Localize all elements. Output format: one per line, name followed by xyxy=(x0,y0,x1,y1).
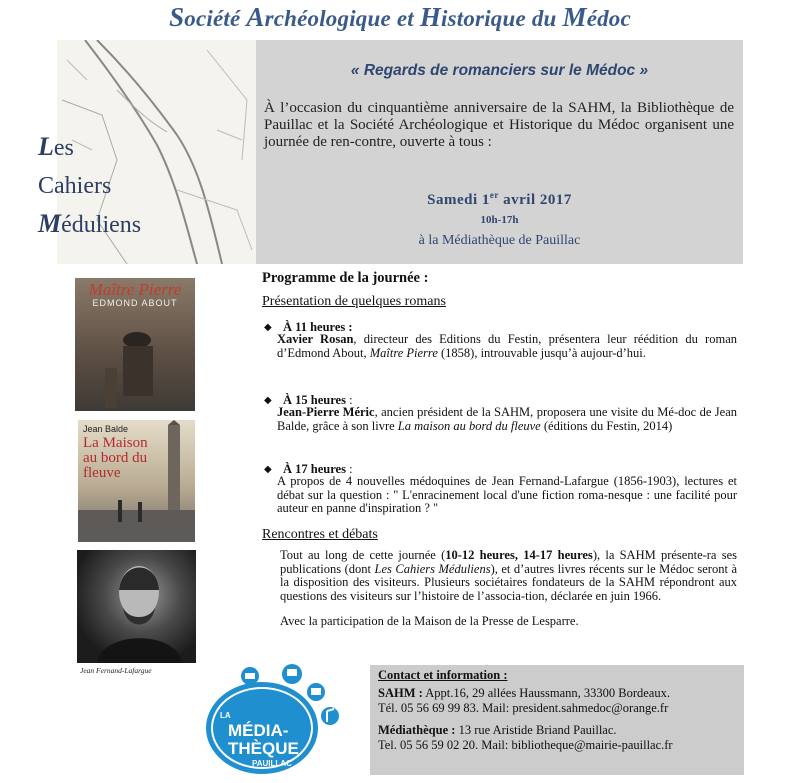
bullet-icon: ◆ xyxy=(264,322,272,333)
mediatheque-phone-mail: Tel. 05 56 59 02 20. Mail: bibliotheque@mairie-pauillac.fr xyxy=(378,738,673,752)
mediatheque-address xyxy=(378,723,617,738)
title-text: édoc xyxy=(586,6,631,31)
book-title: La maison au bord du fleuve xyxy=(397,418,541,433)
logo-line: PAUILLAC xyxy=(252,759,292,768)
contact-label: SAHM : xyxy=(378,686,423,700)
item-description xyxy=(277,406,737,433)
cahiers-cap: M xyxy=(38,209,62,238)
cover-title: La Maison au bord du fleuve xyxy=(83,435,148,481)
logo-line: MÉDIA- xyxy=(228,721,289,740)
speaker-name: Xavier Rosan xyxy=(277,332,354,346)
cover-painting xyxy=(78,420,195,542)
cover-author: EDMOND ABOUT xyxy=(92,298,178,308)
cover-author: Jean Balde xyxy=(83,424,129,434)
cahiers-text: éduliens xyxy=(61,212,142,238)
item-text: (1858), introuvable jusqu’à aujour-d’hui. xyxy=(437,345,646,360)
cahiers-cap: L xyxy=(38,132,54,161)
item-description: A propos de 4 nouvelles médoquines de Jean Fernand-Lafargue (1856-1903), lectures et débat sur la question : " L'enracinement local d'une fiction roma-nesque : une facilité pour auteur en panne d'inspiration ? " xyxy=(277,474,737,515)
programme-title: Programme de la journée : xyxy=(262,270,429,286)
title-text: istorique du xyxy=(441,6,563,31)
title-cap: A xyxy=(246,2,265,32)
title-cap: M xyxy=(562,2,587,32)
item-text: (éditions du Festin, 2014) xyxy=(540,418,673,433)
contact-box xyxy=(370,665,744,775)
logo-graphic xyxy=(190,656,350,778)
page-title xyxy=(0,2,800,33)
cover-title: Maître Pierre xyxy=(88,280,182,299)
logo-line: LA xyxy=(220,711,231,720)
book-title: Maître Pierre xyxy=(369,345,438,360)
cahiers-text: es xyxy=(53,135,74,161)
title-text: rchéologique et xyxy=(264,6,420,31)
portrait-caption: Jean Fernand-Lafargue xyxy=(80,666,152,675)
date-suffix: avril 2017 xyxy=(498,192,572,208)
cover-figure xyxy=(75,278,195,411)
announcement-box xyxy=(256,40,743,264)
rencontres-text xyxy=(280,549,737,603)
contact-address: 13 rue Aristide Briand Pauillac. xyxy=(455,723,617,737)
cahiers-line xyxy=(38,167,141,205)
date-sup: er xyxy=(489,190,499,200)
contact-heading: Contact et information : xyxy=(378,668,508,682)
portrait-drawing xyxy=(77,550,196,663)
cahiers-line xyxy=(38,128,141,167)
section-rencontres-heading: Rencontres et débats xyxy=(262,527,378,542)
event-place: à la Médiathèque de Pauillac xyxy=(418,233,581,248)
item-text: , ancien président de la SAHM, proposera une visite du Mé-doc de Jean Balde, grâce à son livre xyxy=(277,405,737,433)
participation-text: Avec la participation de la Maison de la Presse de Lesparre. xyxy=(280,614,579,628)
item-time-label: À 15 heures xyxy=(283,393,346,407)
item-text: , directeur des Editions du Festin, présentera leur réédition du roman d’Edmond About, xyxy=(277,332,737,360)
bullet-icon: ◆ xyxy=(264,395,272,406)
date-prefix: Samedi 1 xyxy=(427,192,490,208)
contact-label: Médiathèque : xyxy=(378,723,456,737)
event-headline: « Regards de romanciers sur le Médoc » xyxy=(350,62,649,79)
event-date xyxy=(256,190,743,209)
item-time-suffix: : xyxy=(345,393,353,407)
event-intro: À l’occasion du cinquantième anniversaire de la SAHM, la Bibliothèque de Pauillac et la Société Archéologique et Historique du Médoc organisent une journée de ren-contre, ouverte à tous : xyxy=(264,100,734,150)
sahm-address xyxy=(378,686,670,701)
speaker-name: Jean-Pierre Méric xyxy=(277,405,375,419)
event-hours: 10h-17h xyxy=(480,214,519,226)
section-romans-heading: Présentation de quelques romans xyxy=(262,294,446,309)
book-cover-maitre-pierre xyxy=(75,278,195,411)
item-time: À 11 heures : xyxy=(283,320,353,334)
title-text: ociété xyxy=(184,6,247,31)
title-cap: H xyxy=(419,2,442,32)
logo-line: THÈQUE xyxy=(228,739,299,758)
author-portrait xyxy=(77,550,196,663)
mediatheque-logo xyxy=(190,656,350,778)
cahiers-text: Cahiers xyxy=(38,173,112,199)
bullet-icon: ◆ xyxy=(264,464,272,475)
sahm-phone-mail: Tél. 05 56 69 99 83. Mail: president.sahmedoc@orange.fr xyxy=(378,701,669,715)
title-cap: S xyxy=(169,2,185,32)
item-time-suffix: : xyxy=(345,462,353,476)
rencontres-part: Tout au long de cette journée ( xyxy=(280,548,446,562)
item-description xyxy=(277,333,737,360)
cahiers-line xyxy=(38,205,141,244)
book-cover-maison-au-bord-du-fleuve xyxy=(78,420,195,542)
rencontres-publication: Les Cahiers Méduliens xyxy=(374,561,491,576)
rencontres-part: ), et d’autres livres récents sur le Médoc seront à la disposition des visiteurs. Plusieurs sociétaires fondateurs de la SAHM répondront aux questions des visiteurs sur l’histoire de l’associa-tion, déclarée en juin 1966. xyxy=(280,561,737,603)
contact-address: Appt.16, 29 allées Haussmann, 33300 Bordeaux. xyxy=(422,686,670,700)
item-time-label: À 17 heures xyxy=(283,462,346,476)
cahiers-meduliens-title xyxy=(38,128,141,244)
rencontres-part: ), la SAHM présente-ra ses publications (dont xyxy=(280,548,738,576)
rencontres-hours: 10-12 heures, 14-17 heures xyxy=(445,548,593,562)
